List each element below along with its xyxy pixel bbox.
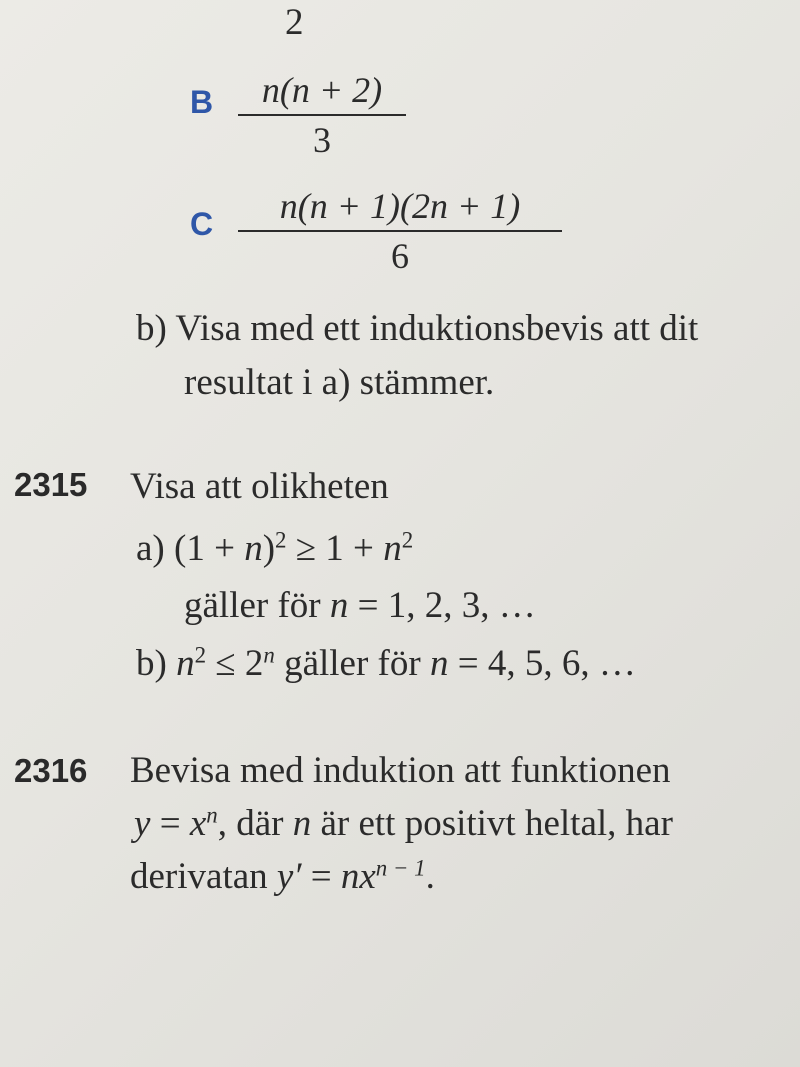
exponent: n	[206, 802, 218, 828]
part-b-label: b)	[136, 643, 167, 684]
expr-text: =	[301, 856, 341, 897]
part-b-text: Visa med ett induktionsbevis att dit	[175, 308, 699, 349]
expr-text: derivatan	[130, 856, 277, 897]
expr-text: gäller för	[274, 643, 430, 684]
exponent: n	[263, 642, 275, 668]
exponent: 2	[401, 527, 414, 553]
var-n: n	[176, 643, 195, 684]
problem-2315-a-line2	[184, 587, 536, 624]
problem-2316-line1: Bevisa med induktion att funktionen	[130, 750, 671, 791]
expr-nx: nx	[340, 856, 376, 897]
inequality-a	[174, 528, 413, 569]
problem-2316-line2	[134, 802, 673, 844]
var-n: n	[429, 643, 449, 684]
expr-text: = 1, 2, 3, …	[348, 585, 536, 626]
part-a-label: a)	[136, 528, 165, 569]
problem-number-2316: 2316	[14, 752, 88, 789]
fraction-bar	[238, 114, 406, 116]
part-b-line2: resultat i a) stämmer.	[184, 362, 495, 403]
expr-text: .	[425, 856, 435, 897]
expr-text: , där	[217, 803, 293, 844]
expr-text: )	[262, 528, 276, 569]
expr-text: gäller för	[184, 585, 330, 626]
var-n: n	[383, 528, 402, 569]
exponent: 2	[194, 642, 207, 668]
inequality-b	[176, 643, 636, 684]
option-b-numerator: n(n + 2)	[261, 70, 383, 110]
problem-2315-b-line	[136, 642, 636, 684]
fraction-bar	[238, 230, 562, 232]
expr-text: ≤ 2	[206, 643, 264, 684]
part-b-line1	[136, 310, 698, 347]
exponent: 2	[275, 527, 287, 553]
option-c-letter: C	[190, 206, 214, 242]
option-b-fraction	[238, 72, 406, 158]
var-n: n	[244, 528, 263, 569]
option-b-letter: B	[190, 84, 214, 120]
option-b-denominator: 3	[313, 120, 331, 160]
expr-text: ≥ 1 +	[286, 528, 384, 569]
problem-2315-title: Visa att olikheten	[130, 466, 389, 507]
expr-text: är ett positivt heltal, har	[311, 803, 673, 844]
option-c-numerator: n(n + 1)(2n + 1)	[279, 186, 521, 226]
option-a-denominator: 2	[285, 2, 304, 43]
problem-number-2315: 2315	[14, 466, 88, 503]
exponent: n − 1	[375, 855, 426, 881]
expr-text: =	[150, 803, 190, 844]
problem-2316-line3	[130, 855, 435, 897]
option-c-fraction	[238, 188, 562, 274]
var-y-prime: y′	[276, 856, 302, 897]
var-y: y	[134, 803, 151, 844]
var-x: x	[189, 803, 207, 844]
var-n: n	[292, 803, 312, 844]
var-n: n	[329, 585, 349, 626]
expr-text: = 4, 5, 6, …	[448, 643, 636, 684]
expr-text: (1 +	[174, 528, 245, 569]
option-c-denominator: 6	[391, 236, 409, 276]
part-b-label: b)	[136, 308, 167, 349]
problem-2315-a-line1	[136, 527, 414, 569]
